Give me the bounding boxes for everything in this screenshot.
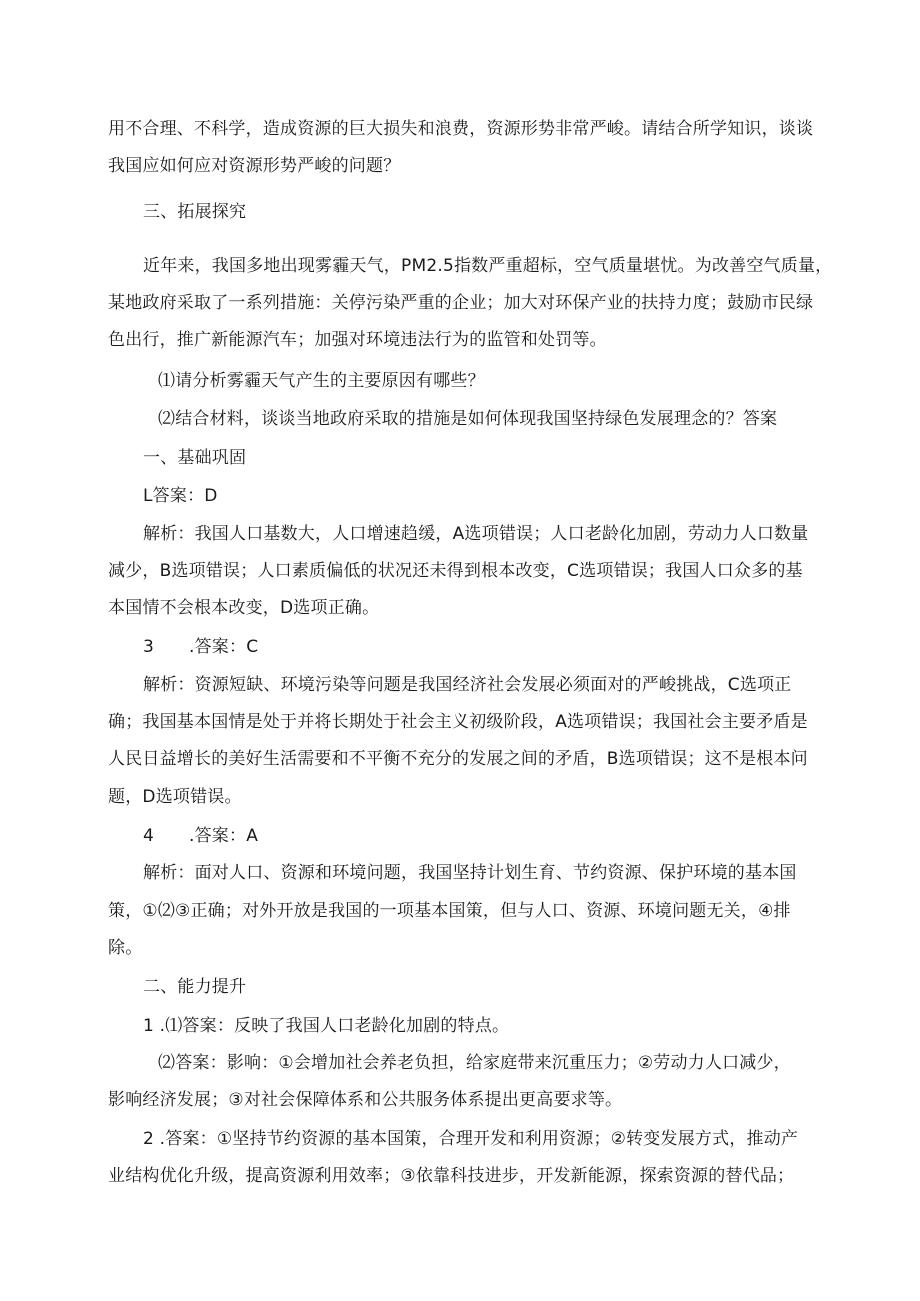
text-line: 人民日益增长的美好生活需要和不平衡不充分的发展之间的矛盾，B选项错误；这不是根本问 — [108, 749, 808, 769]
text-line: 本国情不会根本改变，D选项正确。 — [108, 598, 380, 618]
text-line: 解析：我国人口基数大，人口增速趋缓，A选项错误；人口老龄化加剧，劳动力人口数量 — [143, 524, 809, 544]
text-line: 题，D选项错误。 — [108, 787, 242, 807]
text-line: 确；我国基本国情是处于并将长期处于社会主义初级阶段，A选项错误；我国社会主要矛盾是 — [108, 712, 808, 732]
text-line: 近年来，我国多地出现雾霾天气，PM2.5指数严重超标，空气质量堪忧。为改善空气质量， — [143, 256, 833, 276]
answer-line: 1 .⑴答案：反映了我国人口老龄化加剧的特点。 — [143, 1016, 510, 1036]
item-number: 3 — [143, 637, 155, 657]
text-line: 策，①⑵③正确；对外开放是我国的一项基本国策，但与人口、资源、环境问题无关，④排 — [108, 901, 791, 921]
answer-line — [143, 635, 855, 659]
text-line: 用不合理、不科学，造成资源的巨大损失和浪费，资源形势非常严峻。请结合所学知识，谈谈 — [108, 119, 814, 139]
text-line: 某地政府采取了一系列措施：关停污染严重的企业；加大对环保产业的扶持力度；鼓励市民绿 — [108, 293, 814, 313]
answer-line: L答案：D — [143, 486, 218, 506]
text-line: 我国应如何应对资源形势严峻的问题？ — [108, 156, 401, 176]
answer-line: 2 .答案：①坚持节约资源的基本国策，合理开发和利用资源；②转变发展方式，推动产 — [143, 1129, 799, 1149]
text-line: 减少，B选项错误；人口素质偏低的状况还未得到根本改变，C选项错误；我国人口众多的基 — [108, 561, 803, 581]
answer-line — [143, 824, 855, 848]
text-line: 业结构优化升级，提高资源利用效率；③依靠科技进步，开发新能源，探索资源的替代品； — [108, 1166, 795, 1186]
section-heading: 三、拓展探究 — [143, 202, 247, 222]
answer-text: .答案：C — [189, 637, 259, 657]
text-line: 解析：面对人口、资源和环境问题，我国坚持计划生育、节约资源、保护环境的基本国 — [143, 863, 797, 883]
section-heading: 二、能力提升 — [143, 977, 247, 997]
answer-line: ⑵答案：影响：①会增加社会养老负担，给家庭带来沉重压力；②劳动力人口减少， — [158, 1053, 791, 1073]
text-line: 色出行，推广新能源汽车；加强对环境违法行为的监管和处罚等。 — [108, 330, 607, 350]
section-heading: 一、基础巩固 — [143, 448, 247, 468]
text-line: 影响经济发展；③对社会保障体系和公共服务体系提出更高要求等。 — [108, 1090, 623, 1110]
answer-text: .答案：A — [189, 826, 259, 846]
question-item: ⑵结合材料，谈谈当地政府采取的措施是如何体现我国坚持绿色发展理念的？答案 — [158, 409, 778, 429]
text-line: 除。 — [108, 938, 143, 958]
question-item: ⑴请分析雾霾天气产生的主要原因有哪些？ — [158, 371, 485, 391]
item-number: 4 — [143, 826, 155, 846]
text-line: 解析：资源短缺、环境污染等问题是我国经济社会发展必须面对的严峻挑战，C选项正 — [143, 675, 792, 695]
